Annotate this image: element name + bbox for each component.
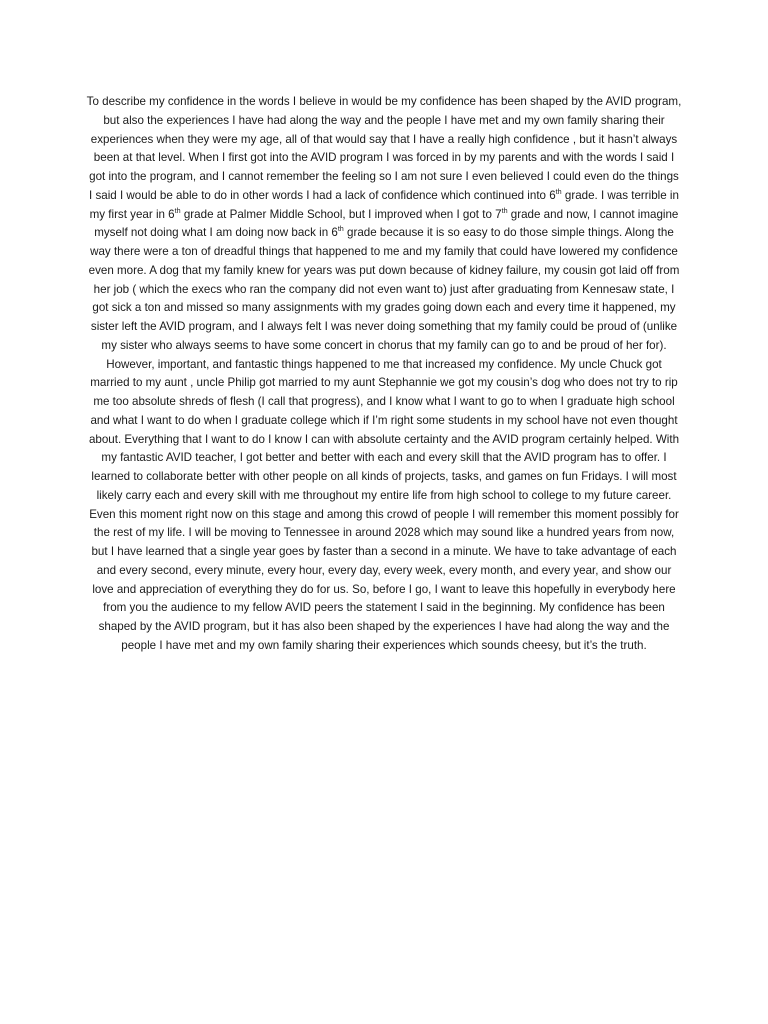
text-segment-1: To describe my confidence in the words I believe in would be my confidence has been shaped by the AVID program, but also the experiences I have had along the way and the people I have met and my own family sharing their experiences when they were my age, all of that would say that I have a really high confidence , but it hasn’t always been at that level. When I first got into the AVID program I was forced in by my parents and with the words I said I got into the program, and I cannot remember the feeling so I am not sure I even believed I could even do the things I said I would be able to do in other words I had a lack of confidence which continued into 6 (86, 95, 682, 202)
superscript-ordinal-4: th (337, 224, 344, 234)
superscript-ordinal-1: th (555, 186, 562, 196)
body-paragraph (86, 93, 682, 656)
superscript-ordinal-2: th (174, 205, 181, 215)
superscript-ordinal-3: th (501, 205, 508, 215)
text-segment-5: grade because it is so easy to do those simple things. Along the way there were a ton of dreadful things that happened to me and my family that could have lowered my confidence even more. A dog that my family knew for years was put down because of kidney failure, my cousin got laid off from her job ( which the execs who ran the company did not even want to) just after graduating from Kennesaw state, I got sick a ton and missed so many assignments with my grades going down each and every time it happened, my sister left the AVID program, and I always felt I was never doing something that my family could be proud of (unlike my sister who always seems to have some concert in chorus that my family can go to and be proud of her for). However, important, and fantastic things happened to me that increased my confidence. My uncle Chuck got married to my aunt , uncle Philip got married to my aunt Stephannie we got my cousin’s dog who does not try to rip me too absolute shreds of flesh (I call that progress), and I know what I want to go to when I graduate high school and what I want to do when I graduate college which if I’m right some students in my school have not even thought about. Everything that I want to do I know I can with absolute certainty and the AVID program certainly helped. With my fantastic AVID teacher, I got better and better with each and every skill that the AVID program has to offer. I learned to collaborate better with other people on all kinds of projects, tasks, and games on fun Fridays. I will most likely carry each and every skill with me throughout my entire life from high school to college to my future career. Even this moment right now on this stage and among this crowd of people I will remember this moment possibly for the rest of my life. I will be moving to Tennessee in around 2028 which may sound like a hundred years from now, but I have learned that a single year goes by faster than a second in a minute. We have to take advantage of each and every second, every minute, every hour, every day, every week, every month, and every year, and show our love and appreciation of everything they do for us. So, before I go, I want to leave this hopefully in everybody here from you the audience to my fellow AVID peers the statement I said in the beginning. My confidence has been shaped by the AVID program, but it has also been shaped by the experiences I have had along the way and the people I have met and my own family sharing their experiences which sounds cheesy, but it’s the truth. (88, 226, 680, 652)
text-segment-4: grade and now, I cannot imagine myself not doing what I am doing now back in 6 (94, 207, 679, 240)
text-segment-2: grade. I was terrible in my first year in 6 (89, 188, 679, 221)
text-segment-3: grade at Palmer Middle School, but I improved when I got to 7 (180, 207, 502, 221)
